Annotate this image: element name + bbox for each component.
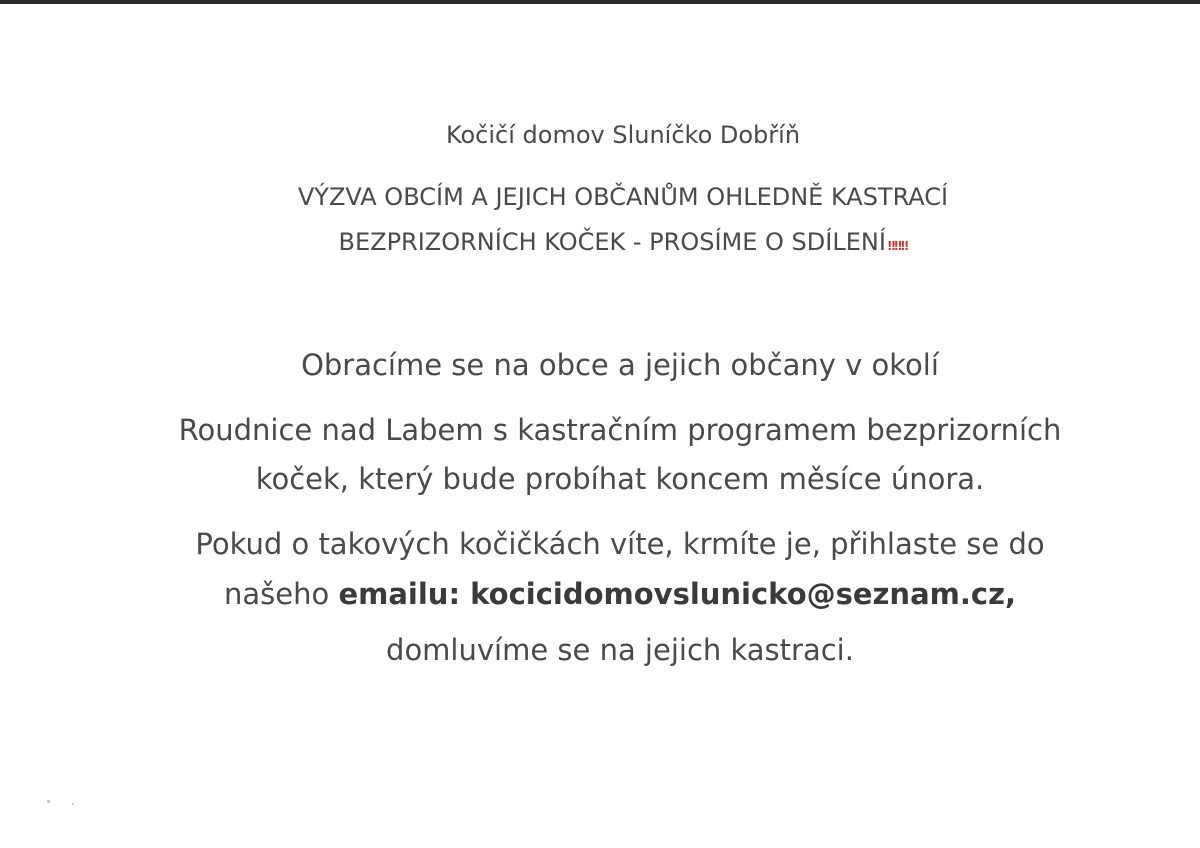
body-line-1: Obracíme se na obce a jejich občany v okolí	[301, 348, 939, 382]
scan-speck	[47, 800, 50, 803]
body-line-5-prefix: našeho	[224, 577, 339, 611]
heading-line-2-text: BEZPRIZORNÍCH KOČEK - PROSÍME O SDÍLENÍ	[338, 228, 886, 256]
exclamation-marks: ‼‼‼	[887, 239, 908, 253]
body-line-4: Pokud o takových kočičkách víte, krmíte je, přihlaste se do	[195, 527, 1045, 561]
organization-name: Kočičí domov Sluníčko Dobříň	[445, 121, 801, 149]
email-contact: emailu: kocicidomovslunicko@seznam.cz,	[338, 577, 1016, 611]
body-line-5	[0, 577, 1200, 611]
body-line-6: domluvíme se na jejich kastraci.	[386, 633, 854, 667]
body-line-2: Roudnice nad Labem s kastračním programem bezprizorních	[178, 413, 1062, 447]
scan-speck	[72, 803, 74, 805]
heading-line-2	[0, 228, 1200, 256]
heading-line-1: VÝZVA OBCÍM A JEJICH OBČANŮM OHLEDNĚ KASTRACÍ	[297, 183, 949, 211]
body-line-3: koček, který bude probíhat koncem měsíce února.	[255, 462, 985, 496]
